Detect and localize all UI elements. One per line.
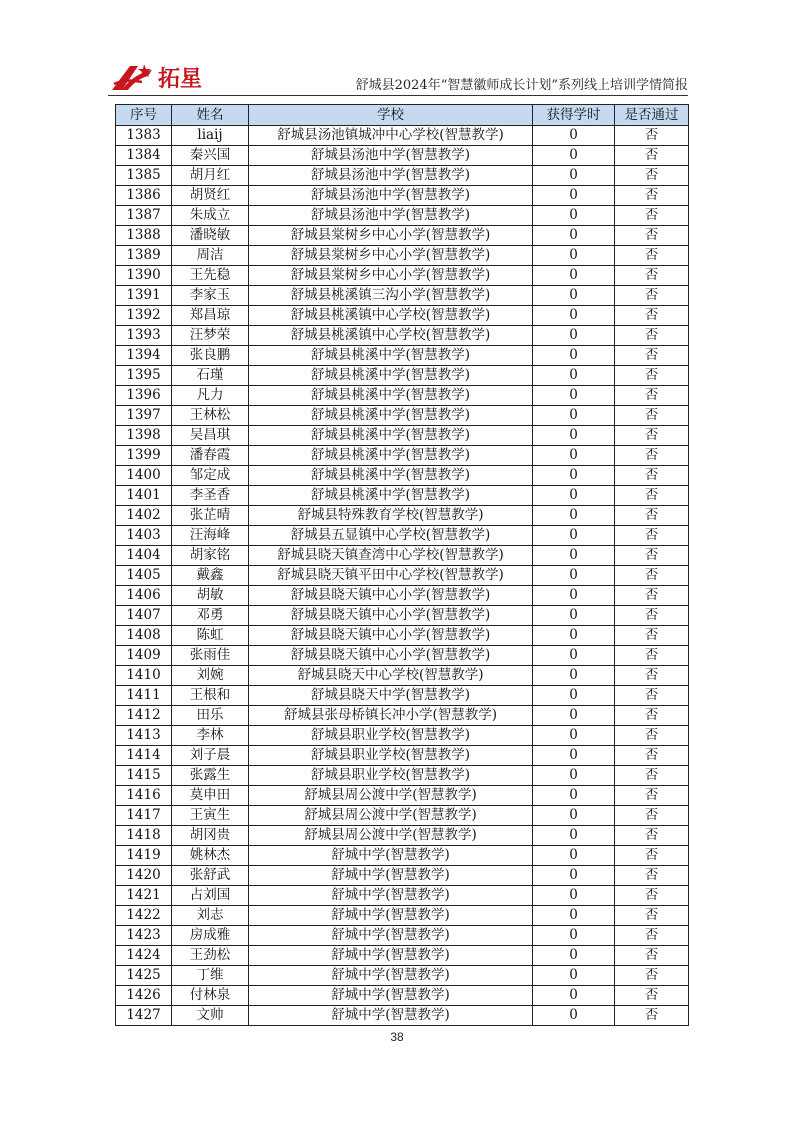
cell-hours: 0 — [533, 306, 615, 326]
cell-hours: 0 — [533, 1006, 615, 1026]
cell-school: 舒城中学(智慧教学) — [249, 846, 533, 866]
table-row — [116, 186, 689, 206]
table-row — [116, 506, 689, 526]
cell-name: 潘晓敏 — [172, 226, 249, 246]
table-row — [116, 306, 689, 326]
cell-index: 1417 — [116, 806, 172, 826]
table-row — [116, 326, 689, 346]
cell-hours: 0 — [533, 886, 615, 906]
cell-hours: 0 — [533, 866, 615, 886]
cell-name: 邹定成 — [172, 466, 249, 486]
cell-school: 舒城县张母桥镇长冲小学(智慧教学) — [249, 706, 533, 726]
report-title: 舒城县2024年“智慧徽师成长计划”系列线上培训学情简报 — [355, 78, 688, 93]
table-row — [116, 386, 689, 406]
cell-index: 1396 — [116, 386, 172, 406]
cell-name: 刘婉 — [172, 666, 249, 686]
cell-name: 石瑾 — [172, 366, 249, 386]
cell-hours: 0 — [533, 466, 615, 486]
cell-school: 舒城县晓天中学(智慧教学) — [249, 686, 533, 706]
table-row — [116, 346, 689, 366]
table-row — [116, 206, 689, 226]
cell-school: 舒城县桃溪镇中心学校(智慧教学) — [249, 306, 533, 326]
cell-passed: 否 — [615, 606, 689, 626]
cell-name: 刘子晨 — [172, 746, 249, 766]
cell-passed: 否 — [615, 506, 689, 526]
cell-school: 舒城县周公渡中学(智慧教学) — [249, 826, 533, 846]
cell-name: 王先稳 — [172, 266, 249, 286]
cell-school: 舒城中学(智慧教学) — [249, 986, 533, 1006]
cell-index: 1388 — [116, 226, 172, 246]
cell-passed: 否 — [615, 666, 689, 686]
cell-school: 舒城县周公渡中学(智慧教学) — [249, 786, 533, 806]
cell-hours: 0 — [533, 426, 615, 446]
cell-name: 胡贤红 — [172, 186, 249, 206]
cell-index: 1386 — [116, 186, 172, 206]
cell-name: 张雨佳 — [172, 646, 249, 666]
cell-school: 舒城县职业学校(智慧教学) — [249, 766, 533, 786]
cell-index: 1401 — [116, 486, 172, 506]
cell-school: 舒城中学(智慧教学) — [249, 926, 533, 946]
cell-school: 舒城中学(智慧教学) — [249, 886, 533, 906]
cell-index: 1389 — [116, 246, 172, 266]
cell-hours: 0 — [533, 206, 615, 226]
cell-passed: 否 — [615, 546, 689, 566]
cell-index: 1385 — [116, 166, 172, 186]
cell-index: 1419 — [116, 846, 172, 866]
cell-name: 王根和 — [172, 686, 249, 706]
cell-index: 1395 — [116, 366, 172, 386]
cell-hours: 0 — [533, 766, 615, 786]
table-row — [116, 706, 689, 726]
cell-name: 付林泉 — [172, 986, 249, 1006]
cell-name: 张露生 — [172, 766, 249, 786]
cell-hours: 0 — [533, 586, 615, 606]
cell-school: 舒城县桃溪中学(智慧教学) — [249, 386, 533, 406]
table-row — [116, 446, 689, 466]
cell-name: 凡力 — [172, 386, 249, 406]
cell-school: 舒城中学(智慧教学) — [249, 966, 533, 986]
cell-index: 1424 — [116, 946, 172, 966]
training-status-table — [115, 104, 689, 1026]
table-row — [116, 286, 689, 306]
cell-passed: 否 — [615, 246, 689, 266]
cell-school: 舒城中学(智慧教学) — [249, 1006, 533, 1026]
cell-index: 1405 — [116, 566, 172, 586]
cell-passed: 否 — [615, 966, 689, 986]
cell-index: 1413 — [116, 726, 172, 746]
cell-name: 潘春霞 — [172, 446, 249, 466]
cell-passed: 否 — [615, 886, 689, 906]
cell-hours: 0 — [533, 166, 615, 186]
cell-index: 1412 — [116, 706, 172, 726]
cell-hours: 0 — [533, 966, 615, 986]
cell-index: 1410 — [116, 666, 172, 686]
cell-index: 1397 — [116, 406, 172, 426]
table-row — [116, 886, 689, 906]
cell-hours: 0 — [533, 366, 615, 386]
cell-index: 1394 — [116, 346, 172, 366]
cell-hours: 0 — [533, 386, 615, 406]
cell-hours: 0 — [533, 666, 615, 686]
table-row — [116, 986, 689, 1006]
cell-name: 张舒武 — [172, 866, 249, 886]
cell-school: 舒城中学(智慧教学) — [249, 946, 533, 966]
table-row — [116, 486, 689, 506]
cell-name: 姚林杰 — [172, 846, 249, 866]
cell-name: 胡冈贵 — [172, 826, 249, 846]
cell-school: 舒城中学(智慧教学) — [249, 906, 533, 926]
cell-school: 舒城县汤池中学(智慧教学) — [249, 166, 533, 186]
cell-school: 舒城县周公渡中学(智慧教学) — [249, 806, 533, 826]
table-row — [116, 266, 689, 286]
brand-logo — [108, 60, 228, 94]
cell-passed: 否 — [615, 366, 689, 386]
cell-school: 舒城县桃溪中学(智慧教学) — [249, 406, 533, 426]
table-row — [116, 846, 689, 866]
cell-passed: 否 — [615, 566, 689, 586]
cell-hours: 0 — [533, 266, 615, 286]
cell-index: 1391 — [116, 286, 172, 306]
table-row — [116, 406, 689, 426]
column-header-passed: 是否通过 — [615, 105, 689, 126]
table-row — [116, 926, 689, 946]
svg-text:拓星: 拓星 — [158, 66, 203, 92]
cell-school: 舒城县晓天镇中心小学(智慧教学) — [249, 646, 533, 666]
cell-hours: 0 — [533, 546, 615, 566]
cell-name: 邓勇 — [172, 606, 249, 626]
cell-name: 胡月红 — [172, 166, 249, 186]
table-row — [116, 166, 689, 186]
column-header-index: 序号 — [116, 105, 172, 126]
table-row — [116, 1006, 689, 1026]
cell-hours: 0 — [533, 906, 615, 926]
table-row — [116, 646, 689, 666]
cell-name: 张良鹏 — [172, 346, 249, 366]
table-row — [116, 366, 689, 386]
cell-hours: 0 — [533, 646, 615, 666]
table-row — [116, 866, 689, 886]
cell-name: 张芷晴 — [172, 506, 249, 526]
cell-name: 文帅 — [172, 1006, 249, 1026]
cell-hours: 0 — [533, 146, 615, 166]
cell-hours: 0 — [533, 566, 615, 586]
cell-hours: 0 — [533, 326, 615, 346]
table-row — [116, 526, 689, 546]
table-row — [116, 946, 689, 966]
cell-index: 1403 — [116, 526, 172, 546]
table-header-row — [116, 105, 689, 126]
cell-name: 丁维 — [172, 966, 249, 986]
cell-hours: 0 — [533, 526, 615, 546]
cell-index: 1426 — [116, 986, 172, 1006]
cell-hours: 0 — [533, 626, 615, 646]
cell-index: 1423 — [116, 926, 172, 946]
table-row — [116, 466, 689, 486]
cell-school: 舒城县晓天镇中心小学(智慧教学) — [249, 626, 533, 646]
cell-index: 1399 — [116, 446, 172, 466]
cell-index: 1408 — [116, 626, 172, 646]
cell-index: 1400 — [116, 466, 172, 486]
cell-school: 舒城县晓天镇查湾中心学校(智慧教学) — [249, 546, 533, 566]
table-row — [116, 906, 689, 926]
table-row — [116, 146, 689, 166]
cell-passed: 否 — [615, 186, 689, 206]
page-number: 38 — [390, 1030, 404, 1044]
cell-index: 1427 — [116, 1006, 172, 1026]
cell-school: 舒城县特殊教育学校(智慧教学) — [249, 506, 533, 526]
cell-passed: 否 — [615, 586, 689, 606]
table-row — [116, 726, 689, 746]
cell-school: 舒城县汤池中学(智慧教学) — [249, 206, 533, 226]
cell-hours: 0 — [533, 826, 615, 846]
cell-hours: 0 — [533, 686, 615, 706]
table-row — [116, 226, 689, 246]
cell-index: 1421 — [116, 886, 172, 906]
cell-hours: 0 — [533, 506, 615, 526]
cell-school: 舒城县汤池中学(智慧教学) — [249, 186, 533, 206]
cell-name: 陈虹 — [172, 626, 249, 646]
cell-index: 1422 — [116, 906, 172, 926]
cell-passed: 否 — [615, 1006, 689, 1026]
cell-index: 1383 — [116, 126, 172, 146]
cell-passed: 否 — [615, 486, 689, 506]
cell-name: 莫申田 — [172, 786, 249, 806]
cell-passed: 否 — [615, 806, 689, 826]
cell-hours: 0 — [533, 486, 615, 506]
cell-passed: 否 — [615, 746, 689, 766]
cell-school: 舒城县棠树乡中心小学(智慧教学) — [249, 246, 533, 266]
column-header-name: 姓名 — [172, 105, 249, 126]
cell-name: 占刘国 — [172, 886, 249, 906]
cell-passed: 否 — [615, 446, 689, 466]
cell-index: 1407 — [116, 606, 172, 626]
table-row — [116, 546, 689, 566]
cell-passed: 否 — [615, 146, 689, 166]
cell-passed: 否 — [615, 626, 689, 646]
cell-index: 1387 — [116, 206, 172, 226]
cell-passed: 否 — [615, 346, 689, 366]
cell-passed: 否 — [615, 686, 689, 706]
cell-index: 1414 — [116, 746, 172, 766]
cell-index: 1411 — [116, 686, 172, 706]
cell-name: 李林 — [172, 726, 249, 746]
cell-hours: 0 — [533, 446, 615, 466]
cell-hours: 0 — [533, 226, 615, 246]
cell-name: 李圣香 — [172, 486, 249, 506]
cell-passed: 否 — [615, 786, 689, 806]
cell-passed: 否 — [615, 986, 689, 1006]
cell-school: 舒城县桃溪镇三沟小学(智慧教学) — [249, 286, 533, 306]
cell-passed: 否 — [615, 766, 689, 786]
cell-school: 舒城县桃溪中学(智慧教学) — [249, 426, 533, 446]
cell-name: 秦兴国 — [172, 146, 249, 166]
table-row — [116, 966, 689, 986]
brand-logo-icon — [108, 60, 228, 94]
cell-passed: 否 — [615, 406, 689, 426]
cell-name: liaij — [172, 126, 249, 146]
table-row — [116, 626, 689, 646]
cell-index: 1404 — [116, 546, 172, 566]
cell-school: 舒城县五显镇中心学校(智慧教学) — [249, 526, 533, 546]
cell-name: 戴鑫 — [172, 566, 249, 586]
cell-hours: 0 — [533, 606, 615, 626]
cell-passed: 否 — [615, 826, 689, 846]
cell-name: 刘志 — [172, 906, 249, 926]
table-row — [116, 666, 689, 686]
cell-passed: 否 — [615, 846, 689, 866]
cell-passed: 否 — [615, 646, 689, 666]
table-row — [116, 426, 689, 446]
cell-school: 舒城县桃溪中学(智慧教学) — [249, 466, 533, 486]
cell-index: 1398 — [116, 426, 172, 446]
cell-name: 周洁 — [172, 246, 249, 266]
cell-school: 舒城县桃溪中学(智慧教学) — [249, 446, 533, 466]
cell-passed: 否 — [615, 386, 689, 406]
cell-name: 汪梦荣 — [172, 326, 249, 346]
cell-index: 1406 — [116, 586, 172, 606]
cell-school: 舒城县晓天镇中心小学(智慧教学) — [249, 586, 533, 606]
cell-school: 舒城县晓天镇中心小学(智慧教学) — [249, 606, 533, 626]
cell-school: 舒城中学(智慧教学) — [249, 866, 533, 886]
cell-index: 1393 — [116, 326, 172, 346]
column-header-hours: 获得学时 — [533, 105, 615, 126]
cell-passed: 否 — [615, 306, 689, 326]
cell-school: 舒城县晓天镇平田中心学校(智慧教学) — [249, 566, 533, 586]
table-row — [116, 806, 689, 826]
cell-passed: 否 — [615, 946, 689, 966]
cell-hours: 0 — [533, 726, 615, 746]
cell-passed: 否 — [615, 526, 689, 546]
cell-passed: 否 — [615, 906, 689, 926]
cell-index: 1425 — [116, 966, 172, 986]
header-divider — [108, 95, 688, 96]
cell-index: 1420 — [116, 866, 172, 886]
table-row — [116, 746, 689, 766]
table-row — [116, 826, 689, 846]
cell-name: 胡家铭 — [172, 546, 249, 566]
cell-hours: 0 — [533, 806, 615, 826]
cell-passed: 否 — [615, 706, 689, 726]
cell-passed: 否 — [615, 426, 689, 446]
cell-passed: 否 — [615, 206, 689, 226]
cell-passed: 否 — [615, 926, 689, 946]
cell-passed: 否 — [615, 266, 689, 286]
table-body — [116, 126, 689, 1026]
cell-school: 舒城县职业学校(智慧教学) — [249, 726, 533, 746]
cell-hours: 0 — [533, 246, 615, 266]
cell-name: 郑昌琼 — [172, 306, 249, 326]
page-header — [108, 58, 688, 98]
cell-school: 舒城县晓天中心学校(智慧教学) — [249, 666, 533, 686]
cell-passed: 否 — [615, 466, 689, 486]
cell-name: 王寅生 — [172, 806, 249, 826]
cell-passed: 否 — [615, 126, 689, 146]
cell-hours: 0 — [533, 346, 615, 366]
table-row — [116, 566, 689, 586]
cell-index: 1402 — [116, 506, 172, 526]
cell-index: 1418 — [116, 826, 172, 846]
cell-name: 房成雅 — [172, 926, 249, 946]
cell-school: 舒城县汤池镇城冲中心学校(智慧教学) — [249, 126, 533, 146]
cell-name: 李家玉 — [172, 286, 249, 306]
cell-name: 胡敏 — [172, 586, 249, 606]
cell-school: 舒城县棠树乡中心小学(智慧教学) — [249, 266, 533, 286]
cell-hours: 0 — [533, 126, 615, 146]
cell-name: 王林松 — [172, 406, 249, 426]
table-row — [116, 126, 689, 146]
table-row — [116, 786, 689, 806]
cell-index: 1409 — [116, 646, 172, 666]
cell-name: 吴昌琪 — [172, 426, 249, 446]
cell-hours: 0 — [533, 746, 615, 766]
cell-index: 1384 — [116, 146, 172, 166]
cell-index: 1390 — [116, 266, 172, 286]
cell-name: 王劲松 — [172, 946, 249, 966]
cell-index: 1416 — [116, 786, 172, 806]
cell-hours: 0 — [533, 186, 615, 206]
cell-hours: 0 — [533, 786, 615, 806]
cell-passed: 否 — [615, 166, 689, 186]
cell-name: 汪海峰 — [172, 526, 249, 546]
cell-hours: 0 — [533, 926, 615, 946]
table-row — [116, 766, 689, 786]
cell-name: 田乐 — [172, 706, 249, 726]
cell-school: 舒城县汤池中学(智慧教学) — [249, 146, 533, 166]
table-row — [116, 586, 689, 606]
table-row — [116, 246, 689, 266]
cell-hours: 0 — [533, 986, 615, 1006]
cell-index: 1392 — [116, 306, 172, 326]
cell-school: 舒城县桃溪中学(智慧教学) — [249, 366, 533, 386]
cell-school: 舒城县职业学校(智慧教学) — [249, 746, 533, 766]
cell-passed: 否 — [615, 866, 689, 886]
cell-school: 舒城县桃溪中学(智慧教学) — [249, 486, 533, 506]
cell-name: 朱成立 — [172, 206, 249, 226]
cell-school: 舒城县桃溪中学(智慧教学) — [249, 346, 533, 366]
table-row — [116, 606, 689, 626]
cell-passed: 否 — [615, 326, 689, 346]
cell-passed: 否 — [615, 226, 689, 246]
cell-school: 舒城县桃溪镇中心学校(智慧教学) — [249, 326, 533, 346]
column-header-school: 学校 — [249, 105, 533, 126]
cell-passed: 否 — [615, 286, 689, 306]
cell-hours: 0 — [533, 406, 615, 426]
cell-school: 舒城县棠树乡中心小学(智慧教学) — [249, 226, 533, 246]
cell-hours: 0 — [533, 286, 615, 306]
cell-hours: 0 — [533, 946, 615, 966]
cell-passed: 否 — [615, 726, 689, 746]
cell-index: 1415 — [116, 766, 172, 786]
table-row — [116, 686, 689, 706]
cell-hours: 0 — [533, 846, 615, 866]
cell-hours: 0 — [533, 706, 615, 726]
